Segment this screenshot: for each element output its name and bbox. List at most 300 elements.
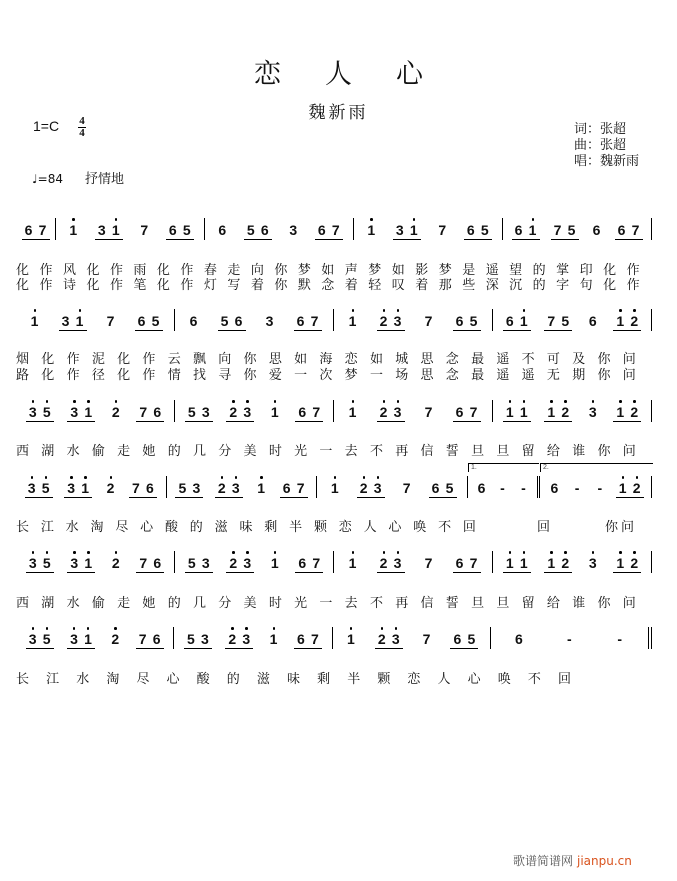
note-wrapper xyxy=(496,481,510,498)
note: 5 xyxy=(467,631,476,647)
beamed-group xyxy=(295,556,323,573)
lyric-char: 一 xyxy=(319,444,333,459)
lyric-char: 化 xyxy=(156,263,170,278)
note-wrapper xyxy=(254,481,268,498)
lyric-char: 几 xyxy=(192,596,206,611)
staff-row xyxy=(16,218,652,240)
note-wrapper xyxy=(267,632,281,649)
lyric-char: 味 xyxy=(286,672,300,687)
note: 1 xyxy=(544,405,558,420)
lyric-char: 恋 xyxy=(344,352,358,367)
note-wrapper xyxy=(400,481,414,498)
lyric-char: 如 xyxy=(321,263,335,278)
lyric-char: 一 xyxy=(294,368,308,383)
key-signature: 1=C xyxy=(33,118,60,134)
lyric-char: 最 xyxy=(471,368,485,383)
note: 6 xyxy=(588,313,597,329)
lyric-char: 你 xyxy=(274,263,288,278)
note: 7 xyxy=(139,555,148,571)
beamed-group xyxy=(135,314,163,331)
beamed-group xyxy=(26,556,54,573)
lyric-char: 西 xyxy=(16,444,30,459)
note: 5 xyxy=(178,480,187,496)
lyric-char: 长 xyxy=(16,520,30,535)
lyric-char: 海 xyxy=(319,352,333,367)
measure xyxy=(334,400,493,422)
beamed-group xyxy=(453,314,481,331)
note-wrapper xyxy=(344,632,358,649)
staff-row xyxy=(16,309,652,331)
note-wrapper xyxy=(268,405,282,422)
note: 1 xyxy=(544,556,558,571)
lyric-char: 化 xyxy=(86,263,100,278)
note: 7 xyxy=(106,313,115,329)
beamed-group xyxy=(544,405,572,422)
watermark xyxy=(513,852,632,869)
lyric-char: 信 xyxy=(420,596,434,611)
note: 1 xyxy=(268,556,282,571)
note: 3 xyxy=(229,481,243,496)
lyric-char: 飘 xyxy=(192,352,206,367)
lyric-char: 分 xyxy=(218,444,232,459)
beamed-group xyxy=(226,556,254,573)
measure xyxy=(493,309,652,331)
note-wrapper xyxy=(512,632,526,649)
note-wrapper xyxy=(475,481,489,498)
time-signature xyxy=(78,116,86,139)
lyric-char: 作 xyxy=(626,278,640,293)
measure xyxy=(167,476,318,498)
lyric-char: 时 xyxy=(268,596,282,611)
note: 6 xyxy=(514,222,523,238)
time-sig-top: 4 xyxy=(79,115,85,127)
lyric-char: 云 xyxy=(167,352,181,367)
lyric-char: 光 xyxy=(294,444,308,459)
beamed-group xyxy=(450,632,478,649)
note: 7 xyxy=(402,480,411,496)
lyric-char: 声 xyxy=(344,263,358,278)
note: 5 xyxy=(561,313,570,329)
lyric-char: 水 xyxy=(76,672,90,687)
lyrics-line xyxy=(16,274,640,293)
time-sig-bottom: 4 xyxy=(79,127,85,139)
note-wrapper xyxy=(109,556,123,573)
note-wrapper xyxy=(586,405,600,422)
lyric-char: 化 xyxy=(156,278,170,293)
note: 5 xyxy=(187,404,196,420)
lyric-char: 念 xyxy=(445,368,459,383)
staff-row xyxy=(16,627,652,649)
staff-row xyxy=(16,464,652,498)
note: 2 xyxy=(226,556,240,571)
beamed-group xyxy=(67,405,95,422)
beamed-group xyxy=(26,632,54,649)
lyric-char: 望 xyxy=(509,263,523,278)
lyric-char: 的 xyxy=(167,444,181,459)
note: 7 xyxy=(553,222,562,238)
lyric-char: 沉 xyxy=(509,278,523,293)
beamed-group xyxy=(136,405,164,422)
note-wrapper xyxy=(328,481,342,498)
note: 6 xyxy=(466,222,475,238)
note: 5 xyxy=(182,222,191,238)
lyrics-line xyxy=(16,364,636,383)
note: 6 xyxy=(152,631,161,647)
lyric-char: 无 xyxy=(546,368,560,383)
watermark-text: 歌谱简谱网 xyxy=(513,854,574,868)
lyric-char: 不 xyxy=(521,352,535,367)
lyric-char: 留 xyxy=(521,596,535,611)
lyric-char: 恋 xyxy=(407,672,421,687)
measure xyxy=(493,551,652,573)
lyric-char: 去 xyxy=(344,444,358,459)
note: 1 xyxy=(346,405,360,420)
note: 6 xyxy=(515,631,523,647)
lyric-char: 几 xyxy=(192,444,206,459)
lyrics-line xyxy=(16,440,636,459)
beamed-group xyxy=(613,405,641,422)
note: 7 xyxy=(132,480,140,496)
tempo-marking xyxy=(32,168,124,187)
note: 7 xyxy=(310,313,319,329)
note: 3 xyxy=(586,556,600,571)
lyricist: 词：张超 xyxy=(574,122,627,137)
lyric-char: 春 xyxy=(203,263,217,278)
lyric-char: 留 xyxy=(521,444,535,459)
note: 1 xyxy=(517,405,531,420)
measure xyxy=(16,476,167,498)
lyric-char: 心 xyxy=(388,520,402,535)
beamed-group xyxy=(503,556,531,573)
lyric-char: 剩 xyxy=(317,672,331,687)
note: 3 xyxy=(389,632,403,647)
note: 5 xyxy=(40,405,54,420)
lyric-char: 颗 xyxy=(313,520,327,535)
measure xyxy=(175,309,334,331)
lyric-char: 你 xyxy=(597,444,611,459)
lyric-char: 些 xyxy=(462,278,476,293)
lyric-char: 不 xyxy=(369,596,383,611)
note: 7 xyxy=(38,222,47,238)
lyric-char: 去 xyxy=(344,596,358,611)
beamed-group xyxy=(613,314,641,331)
lyric-char: 作 xyxy=(66,368,80,383)
lyric-char: 作 xyxy=(39,278,53,293)
note: 1 xyxy=(364,223,378,238)
lyric-char: 味 xyxy=(239,520,253,535)
lyric-char: 向 xyxy=(250,263,264,278)
beamed-group xyxy=(429,481,457,498)
lyric-char: 尽 xyxy=(136,672,150,687)
lyric-char: 遥 xyxy=(496,368,510,383)
lyric-char: 半 xyxy=(347,672,361,687)
lyric-char: 给 xyxy=(546,596,560,611)
beamed-group xyxy=(215,481,243,498)
lyric-char: 不 xyxy=(369,444,383,459)
beamed-group xyxy=(357,481,385,498)
note: 2 xyxy=(225,632,239,647)
volta-bracket: 2. xyxy=(540,463,653,472)
lyric-char: 遥 xyxy=(496,352,510,367)
expression-mark: 抒情地 xyxy=(84,172,124,187)
lyric-char: 梦 xyxy=(344,368,358,383)
lyric-char: 灯 xyxy=(203,278,217,293)
note: 3 xyxy=(67,405,81,420)
measure xyxy=(333,627,491,649)
note: 1 xyxy=(268,405,282,420)
lyric-char: 尽 xyxy=(115,520,129,535)
note: 3 xyxy=(25,481,39,496)
note-wrapper xyxy=(547,481,561,498)
note: 3 xyxy=(391,314,405,329)
note-wrapper xyxy=(517,481,531,498)
lyric-char: 她 xyxy=(142,596,156,611)
note-wrapper xyxy=(104,314,118,331)
lyric-char: 淘 xyxy=(90,520,104,535)
note-wrapper xyxy=(593,481,607,498)
lyric-char: 旦 xyxy=(496,444,510,459)
note: 2 xyxy=(104,481,118,496)
beamed-group xyxy=(503,405,531,422)
lyric-char: 雨 xyxy=(133,263,147,278)
measure xyxy=(175,551,334,573)
lyric-char: 化 xyxy=(16,278,30,293)
lyric-char: 问 xyxy=(622,444,636,459)
lyric-char: 可 xyxy=(546,352,560,367)
note: 6 xyxy=(296,631,305,647)
beamed-group xyxy=(175,481,203,498)
measure xyxy=(16,309,175,331)
lyric-char: 风 xyxy=(62,263,76,278)
lyric-char: 半 xyxy=(289,520,303,535)
lyrics-line xyxy=(16,592,636,611)
note: 1 xyxy=(73,314,87,329)
lyric-char: 作 xyxy=(142,368,156,383)
note: 5 xyxy=(40,556,54,571)
lyric-char: 偷 xyxy=(91,596,105,611)
lyric-char: 江 xyxy=(40,520,54,535)
note-wrapper xyxy=(108,632,122,649)
note: 3 xyxy=(240,405,254,420)
note: 3 xyxy=(586,405,600,420)
beamed-group xyxy=(136,632,164,649)
note: 3 xyxy=(192,480,201,496)
lyric-char: 遥 xyxy=(521,368,535,383)
note: 6 xyxy=(455,404,464,420)
note: 2 xyxy=(627,314,641,329)
note-wrapper xyxy=(66,223,80,240)
note: 3 xyxy=(26,556,40,571)
note: 2 xyxy=(630,481,644,496)
lyric-char: 作 xyxy=(626,263,640,278)
note: 5 xyxy=(40,632,54,647)
note: 6 xyxy=(477,480,486,496)
note: 7 xyxy=(469,404,478,420)
note: 1 xyxy=(109,223,123,238)
note: 1 xyxy=(344,632,358,647)
lyric-char: 化 xyxy=(41,368,55,383)
note-dash: - xyxy=(521,480,526,496)
lyric-char: 着 xyxy=(415,278,429,293)
measure xyxy=(175,400,334,422)
beamed-group xyxy=(616,481,644,498)
note: 3 xyxy=(391,556,405,571)
note: 1 xyxy=(66,223,80,238)
note: 3 xyxy=(26,632,40,647)
beamed-group xyxy=(64,481,92,498)
measure xyxy=(503,218,652,240)
measure xyxy=(174,627,332,649)
note: 2 xyxy=(109,556,123,571)
note: 7 xyxy=(296,480,305,496)
lyric-char: 向 xyxy=(218,352,232,367)
lyric-char: 掌 xyxy=(556,263,570,278)
note: 5 xyxy=(480,222,489,238)
lyric-char: 水 xyxy=(65,520,79,535)
lyric-char: 寻 xyxy=(218,368,232,383)
note: 2 xyxy=(109,405,123,420)
lyric-char: 长 xyxy=(16,672,30,687)
lyric-char: 美 xyxy=(243,596,257,611)
lyric-char: 给 xyxy=(546,444,560,459)
lyric-char: 的 xyxy=(532,263,546,278)
note: 1 xyxy=(407,223,421,238)
lyrics-volta2-word: 你问 xyxy=(605,520,638,535)
lyric-char: 她 xyxy=(142,444,156,459)
measure xyxy=(468,464,540,498)
lyric-char: 作 xyxy=(39,263,53,278)
lyric-char: 湖 xyxy=(41,444,55,459)
note: 7 xyxy=(312,555,321,571)
note: 5 xyxy=(246,222,255,238)
note: 3 xyxy=(371,481,385,496)
staff-row xyxy=(16,400,652,422)
note-wrapper xyxy=(586,314,600,331)
beamed-group xyxy=(295,405,323,422)
measure xyxy=(16,400,175,422)
lyric-char: 酸 xyxy=(196,672,210,687)
note-wrapper xyxy=(422,314,436,331)
note: 7 xyxy=(547,313,556,329)
note: 5 xyxy=(445,480,454,496)
beamed-group xyxy=(294,314,322,331)
lyric-char: 最 xyxy=(471,352,485,367)
note: 1 xyxy=(254,481,268,496)
measure xyxy=(317,476,468,498)
note-wrapper xyxy=(137,223,151,240)
lyrics-volta2-word: 回 xyxy=(537,520,551,535)
measure xyxy=(334,551,493,573)
note-wrapper xyxy=(364,223,378,240)
beamed-group xyxy=(184,632,212,649)
lyric-char: 及 xyxy=(572,352,586,367)
beamed-group xyxy=(185,556,213,573)
beamed-group xyxy=(67,556,95,573)
note: 5 xyxy=(469,313,478,329)
note-wrapper xyxy=(586,556,600,573)
lyric-char: 默 xyxy=(297,278,311,293)
credits xyxy=(574,122,639,170)
beamed-group xyxy=(544,556,572,573)
lyric-char: 烟 xyxy=(16,352,30,367)
note: 7 xyxy=(422,631,431,647)
lyric-char: 笔 xyxy=(133,278,147,293)
note: 6 xyxy=(146,480,154,496)
lyric-char: 印 xyxy=(579,263,593,278)
lyric-char: 旦 xyxy=(471,596,485,611)
lyric-char: 化 xyxy=(86,278,100,293)
lyric-char: 不 xyxy=(527,672,541,687)
lyric-char: 那 xyxy=(438,278,452,293)
note-dash: - xyxy=(597,480,603,496)
note: 6 xyxy=(218,222,227,238)
note: 7 xyxy=(469,555,478,571)
lyric-char: 走 xyxy=(117,444,131,459)
note: 7 xyxy=(438,222,447,238)
note: 7 xyxy=(424,404,433,420)
note: 1 xyxy=(613,556,627,571)
lyric-char: 期 xyxy=(572,368,586,383)
lyric-char: 心 xyxy=(140,520,154,535)
lyric-char: 化 xyxy=(41,352,55,367)
note: 7 xyxy=(138,631,147,647)
note: 2 xyxy=(558,405,572,420)
lyric-char: 梦 xyxy=(438,263,452,278)
beamed-group xyxy=(218,314,246,331)
beamed-group xyxy=(67,632,95,649)
note-wrapper xyxy=(187,314,201,331)
lyric-char: 回 xyxy=(462,520,476,535)
note-dash: - xyxy=(574,480,580,496)
lyric-char: 的 xyxy=(167,596,181,611)
lyric-char: 湖 xyxy=(41,596,55,611)
lyric-char: 作 xyxy=(180,278,194,293)
note: 2 xyxy=(377,405,391,420)
beamed-group xyxy=(377,556,405,573)
measure xyxy=(491,627,652,649)
lyric-char: 你 xyxy=(597,368,611,383)
note: 6 xyxy=(137,313,146,329)
beamed-group xyxy=(129,481,157,498)
lyric-char: 一 xyxy=(369,368,383,383)
note: 1 xyxy=(267,632,281,647)
lyric-char: 光 xyxy=(294,596,308,611)
note: 1 xyxy=(503,405,517,420)
note-wrapper xyxy=(346,314,360,331)
note: 5 xyxy=(151,313,160,329)
beamed-group xyxy=(393,223,421,240)
note: 6 xyxy=(298,404,307,420)
lyric-char: 西 xyxy=(16,596,30,611)
note-wrapper xyxy=(263,314,277,331)
lyric-char: 轻 xyxy=(368,278,382,293)
beamed-group xyxy=(512,223,540,240)
note: 7 xyxy=(331,222,340,238)
beamed-group xyxy=(453,405,481,422)
note: 3 xyxy=(201,631,209,647)
lyric-char: 恋 xyxy=(338,520,352,535)
note-wrapper xyxy=(109,405,123,422)
note: 7 xyxy=(310,631,319,647)
lyric-char: 着 xyxy=(250,278,264,293)
lyric-char: 心 xyxy=(166,672,180,687)
lyric-char: 誓 xyxy=(445,444,459,459)
note: 5 xyxy=(567,222,576,238)
note-wrapper xyxy=(590,223,604,240)
lyric-char: 是 xyxy=(462,263,476,278)
lyric-char: 你 xyxy=(597,352,611,367)
note: 5 xyxy=(187,555,196,571)
